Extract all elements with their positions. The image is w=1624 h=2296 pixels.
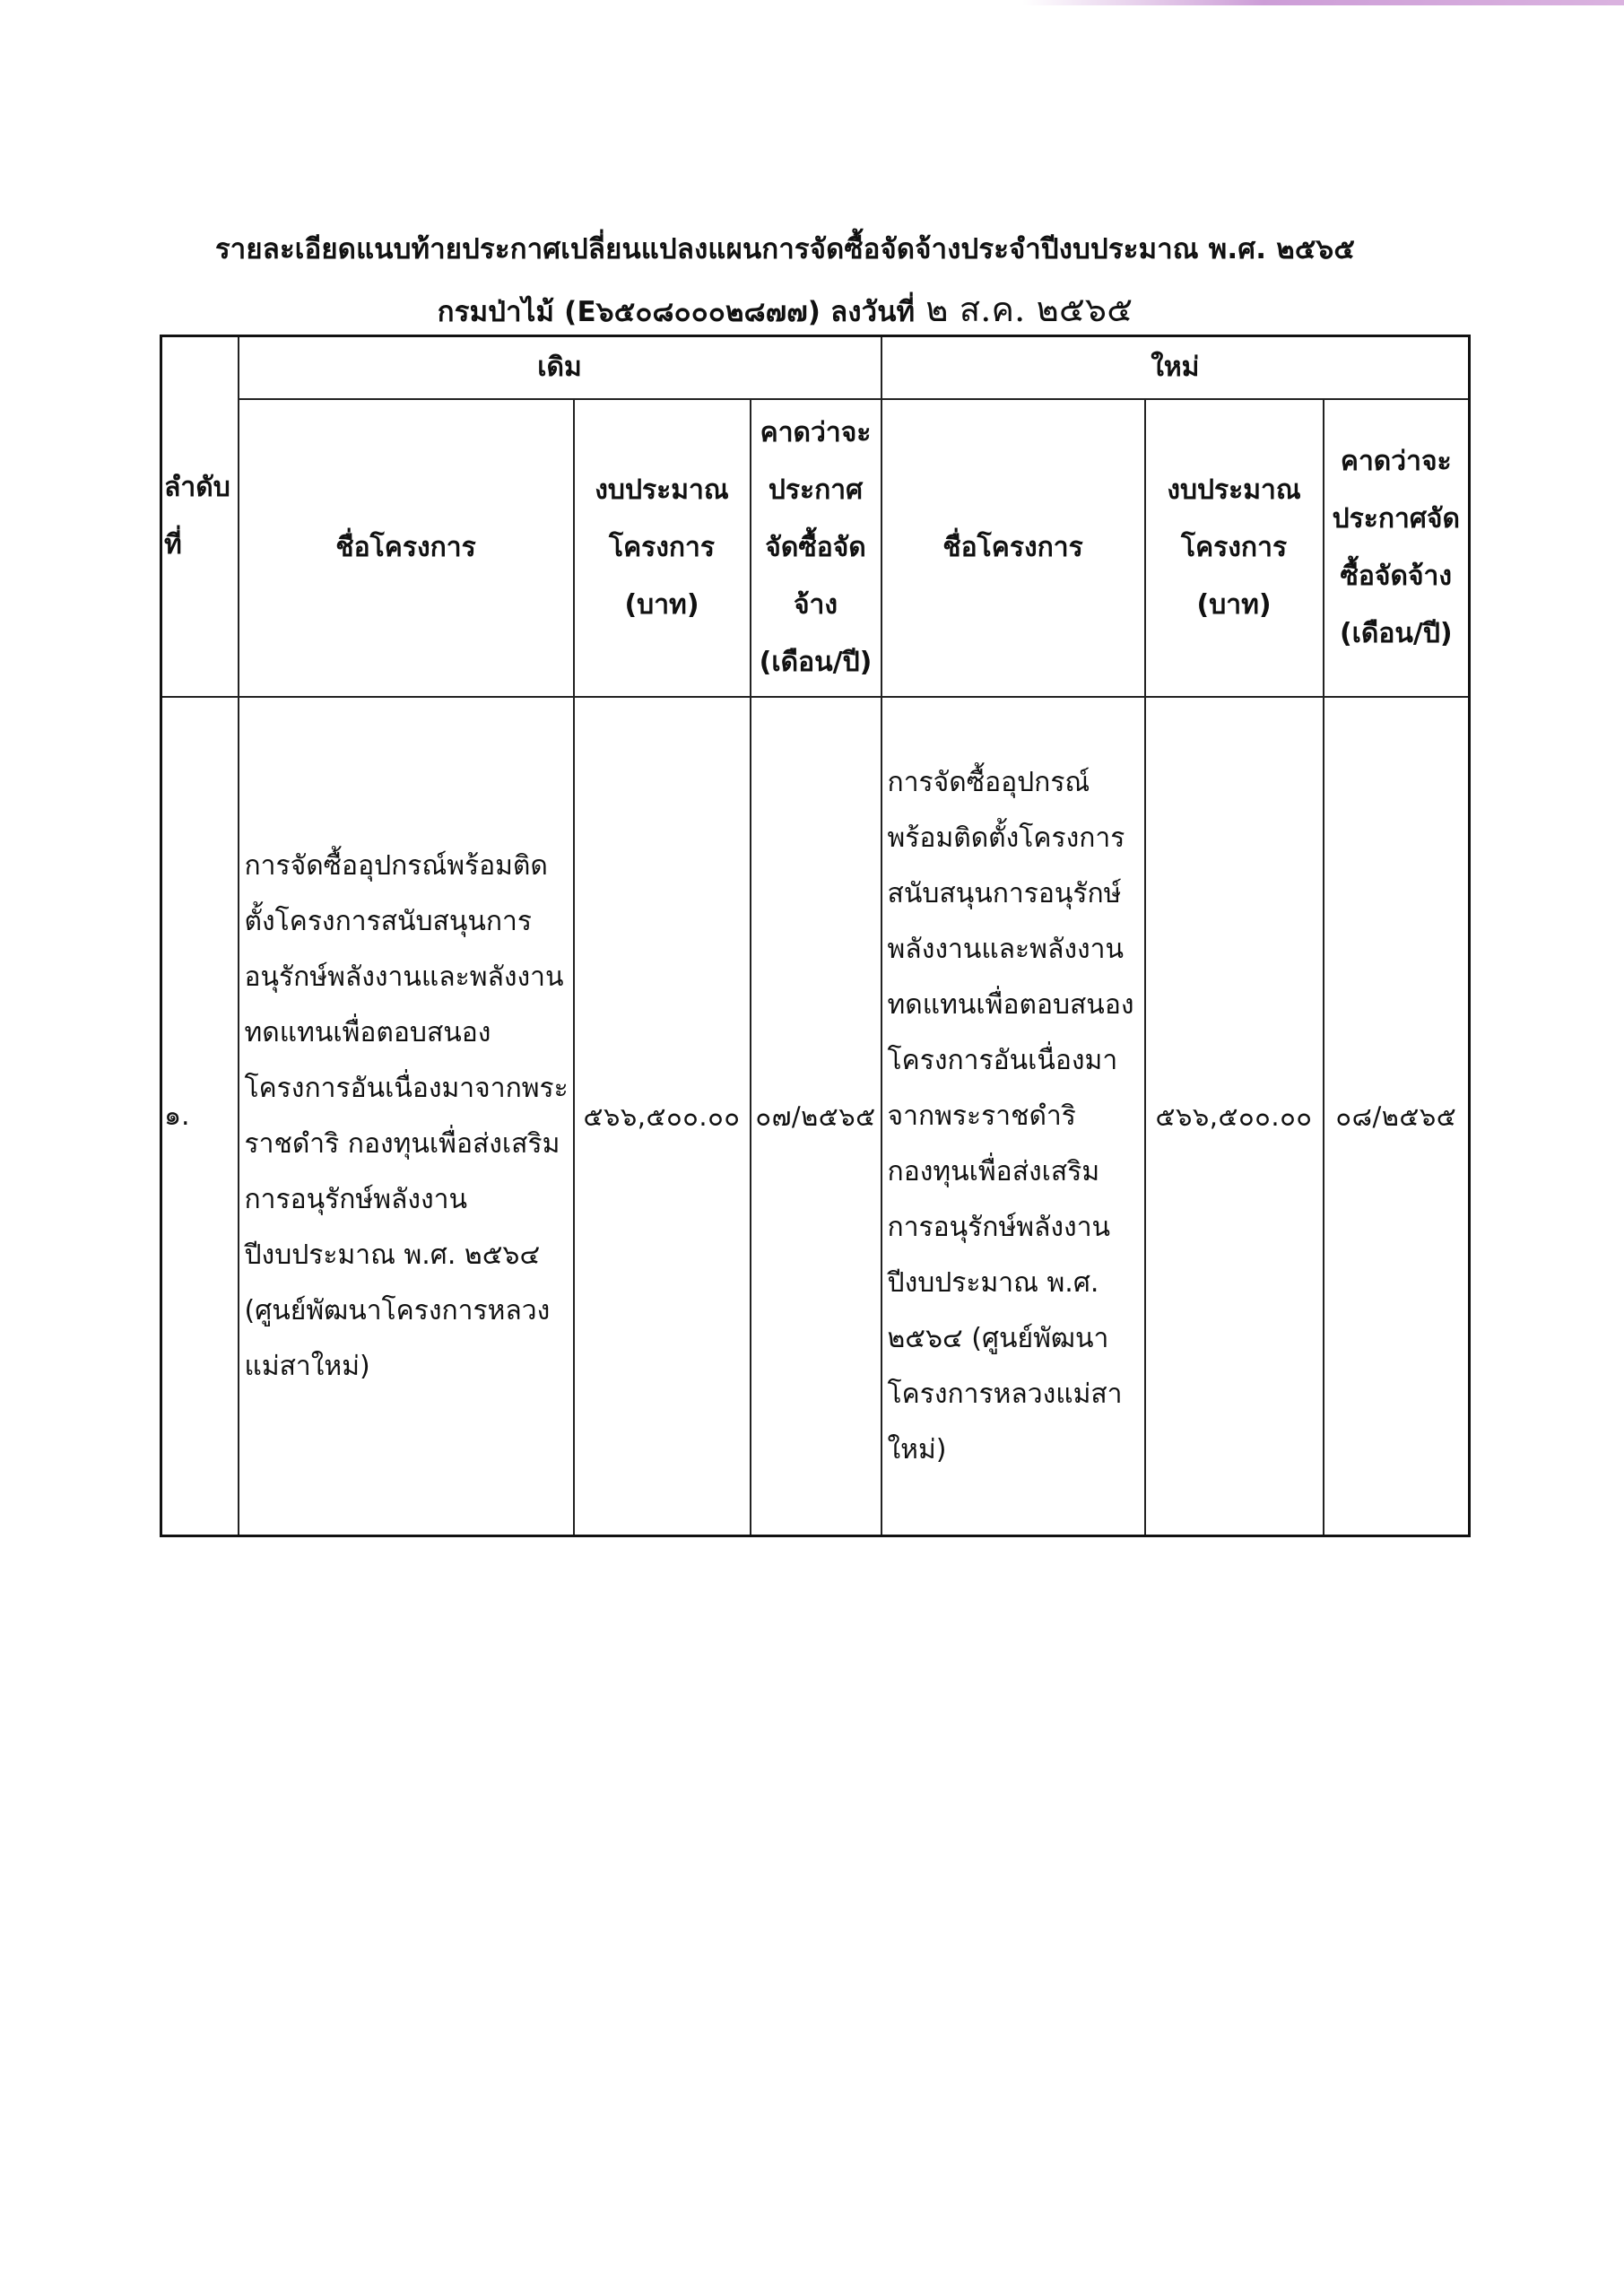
agency-reference: กรมป่าไม้ (E๖๕๐๘๐๐๐๒๘๗๗) ลงวันที่ <box>437 296 916 328</box>
old-project-name-header: ชื่อโครงการ <box>239 399 574 697</box>
new-project-name: การจัดซื้ออุปกรณ์พร้อมติดตั้งโครงการสนับสนุนการอนุรักษ์พลังงานและพลังงานทดแทนเพื่อตอบสนองโครงการอันเนื่องมาจากพระราชดำริ กองทุนเพื่อส่งเสริมการอนุรักษ์พลังงาน ปีงบประมาณ พ.ศ. ๒๕๖๔ (ศูนย์พัฒนาโครงการหลวงแม่สาใหม่) <box>881 697 1145 1536</box>
document-subtitle <box>0 282 1597 336</box>
new-expected-header-line: (เดือน/ปี) <box>1339 618 1453 649</box>
old-budget-header <box>574 399 751 697</box>
new-budget-header-line: โครงการ <box>1180 532 1288 563</box>
old-project-name: การจัดซื้ออุปกรณ์พร้อมติดตั้งโครงการสนับสนุนการอนุรักษ์พลังงานและพลังงานทดแทนเพื่อตอบสนองโครงการอันเนื่องมาจากพระราชดำริ กองทุนเพื่อส่งเสริมการอนุรักษ์พลังงาน ปีงบประมาณ พ.ศ. ๒๕๖๔ (ศูนย์พัฒนาโครงการหลวงแม่สาใหม่) <box>239 697 574 1536</box>
new-expected-date: ๐๘/๒๕๖๕ <box>1324 697 1470 1536</box>
new-budget-header-line: (บาท) <box>1196 589 1272 621</box>
row-seq: ๑. <box>161 697 239 1536</box>
old-expected-date: ๐๗/๒๕๖๕ <box>751 697 881 1536</box>
handwritten-date: ๒ ส.ค. ๒๕๖๕ <box>925 290 1133 329</box>
old-expected-header-line: ประกาศ <box>768 474 864 506</box>
procurement-change-table <box>160 335 1471 1537</box>
old-expected-header <box>751 399 881 697</box>
new-expected-header-line: ซื้อจัดจ้าง <box>1340 561 1453 592</box>
old-budget-header-line: (บาท) <box>624 589 699 621</box>
new-expected-header <box>1324 399 1470 697</box>
old-budget-header-line: งบประมาณ <box>595 474 729 506</box>
new-budget-value: ๕๖๖,๕๐๐.๐๐ <box>1145 697 1324 1536</box>
new-expected-header-line: ประกาศจัด <box>1332 503 1460 535</box>
seq-header: ลำดับที่ <box>161 336 239 698</box>
group-header-new: ใหม่ <box>881 336 1470 400</box>
old-expected-header-line: จ้าง <box>793 589 838 621</box>
old-budget-header-line: โครงการ <box>608 532 716 563</box>
table-row <box>161 697 1470 1536</box>
new-project-name-header: ชื่อโครงการ <box>881 399 1145 697</box>
old-budget-value: ๕๖๖,๕๐๐.๐๐ <box>574 697 751 1536</box>
document-title: รายละเอียดแนบท้ายประกาศเปลี่ยนแปลงแผนการจัดซื้อจัดจ้างประจำปีงบประมาณ พ.ศ. ๒๕๖๕ <box>214 233 1356 265</box>
scan-edge-mark <box>1022 0 1624 5</box>
group-header-old: เดิม <box>239 336 881 400</box>
old-expected-header-line: คาดว่าจะ <box>760 417 872 448</box>
new-expected-header-line: คาดว่าจะ <box>1340 446 1452 477</box>
old-expected-header-line: จัดซื้อจัด <box>765 532 866 563</box>
new-budget-header <box>1145 399 1324 697</box>
new-budget-header-line: งบประมาณ <box>1167 474 1301 506</box>
old-expected-header-line: (เดือน/ปี) <box>759 647 873 678</box>
